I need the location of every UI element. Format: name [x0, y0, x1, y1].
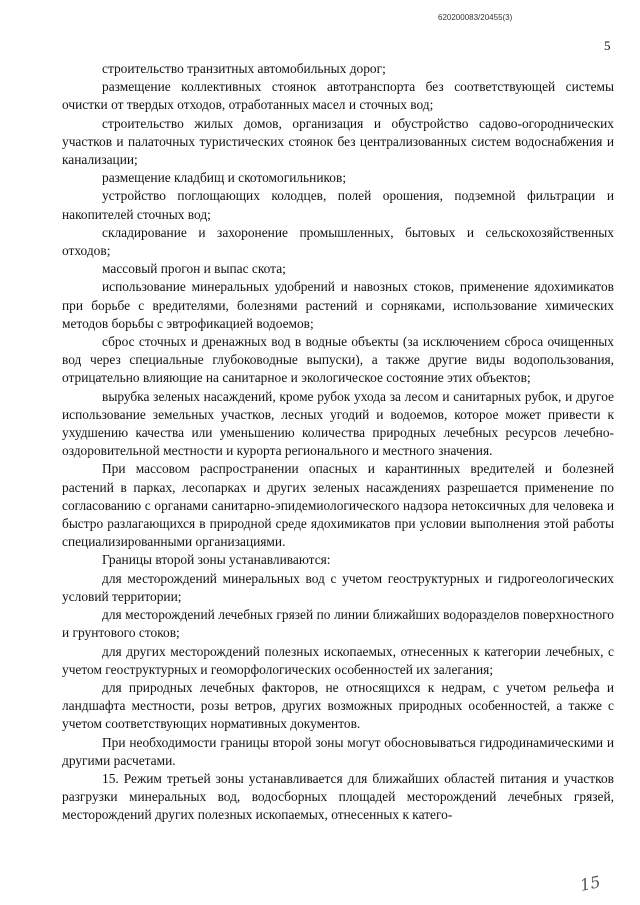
paragraph: сброс сточных и дренажных вод в водные объекты (за исключением сброса очищенных вод через специальные глубоководные выпуски), а также другие виды водопользования, отрицательно влияющие на санитарное и экологическое состояние этих объектов;: [62, 334, 614, 386]
document-id: 620200083/20455(3): [438, 13, 513, 22]
handwritten-signature: 15: [578, 872, 603, 895]
paragraph: использование минеральных удобрений и навозных стоков, применение ядохимикатов при борьбе с вредителями, болезнями растений и сорняками, использование химических методов борьбы с эвтрофикацией водоемов;: [62, 279, 614, 331]
paragraph: 15. Режим третьей зоны устанавливается для ближайших областей питания и участков разгрузки минеральных вод, водосборных площадей месторождений лечебных грязей, месторождений других полезных ископаемых, отнесенных к катего-: [62, 770, 614, 823]
paragraph: строительство жилых домов, организация и обустройство садово-огороднических участков и палаточных туристических стоянок без централизованных систем водоснабжения и канализации;: [62, 115, 614, 168]
paragraph: При необходимости границы второй зоны могут обосновываться гидродинамическими и другими расчетами.: [62, 734, 614, 768]
paragraph: При массовом распространении опасных и карантинных вредителей и болезней растений в парках, лесопарках и других зеленых насаждениях разрешается применение по согласованию с органами санитарно-эпидемиологического надзора нетоксичных для человека и быстро разлагающихся в природной среде ядохимикатов при условии выполнения этой работы специализированными организациями.: [62, 461, 614, 550]
paragraph: размещение кладбищ и скотомогильников;: [102, 170, 347, 186]
paragraph: размещение коллективных стоянок автотранспорта без соответствующей системы очистки от твердых отходов, отработанных масел и сточных вод;: [62, 79, 614, 113]
paragraph: Границы второй зоны устанавливаются:: [102, 552, 331, 568]
paragraph: вырубка зеленых насаждений, кроме рубок ухода за лесом и санитарных рубок, и другое использование земельных участков, лесных угодий и водоемов, которое может привести к ухудшению качества или уменьшению количества природных лечебных ресурсов лечебно-оздоровительной местности и курорта регионального и местного значения.: [62, 388, 614, 459]
page-number: 5: [604, 38, 611, 53]
paragraph: строительство транзитных автомобильных дорог;: [102, 61, 386, 76]
paragraph: для месторождений минеральных вод с учетом геоструктурных и гидрогеологических условий территории;: [62, 570, 614, 604]
paragraph: массовый прогон и выпас скота;: [102, 261, 286, 277]
document-body: [62, 60, 614, 825]
paragraph: устройство поглощающих колодцев, полей орошения, подземной фильтрации и накопителей сточных вод;: [62, 188, 614, 222]
paragraph: складирование и захоронение промышленных, бытовых и сельскохозяйственных отходов;: [62, 224, 614, 259]
paragraph: для природных лечебных факторов, не относящихся к недрам, с учетом рельефа и ландшафта местности, розы ветров, других возможных природных особенностей, а также с учетом соответствующих нормативных документов.: [62, 679, 614, 732]
paragraph: для других месторождений полезных ископаемых, отнесенных к категории лечебных, с учетом геоструктурных и геоморфологических особенностей их залегания;: [62, 643, 614, 677]
paragraph: для месторождений лечебных грязей по линии ближайших водоразделов поверхностного и грунтового стоков;: [62, 607, 614, 641]
